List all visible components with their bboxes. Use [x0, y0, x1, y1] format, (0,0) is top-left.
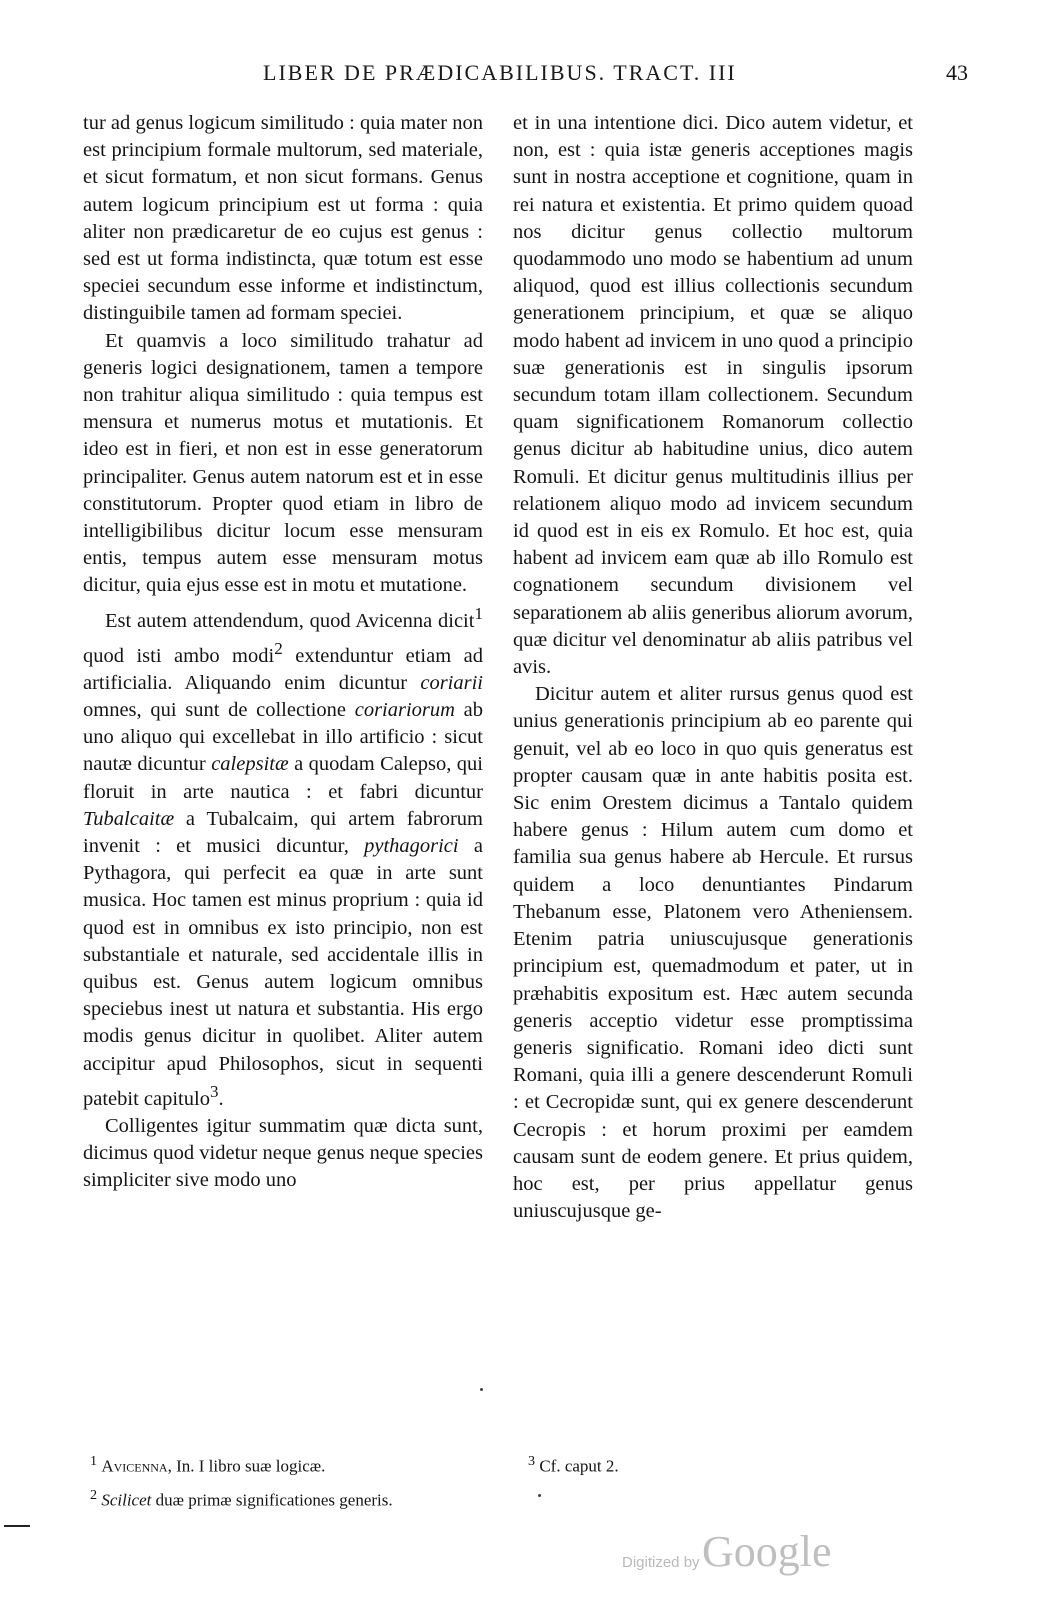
footnote-text: Cf. caput 2. — [539, 1456, 619, 1476]
ink-dot — [538, 1494, 541, 1497]
text-run: a quodam Calepso, qui floruit in arte nautica : et fabri dicuntur — [83, 753, 483, 803]
text-run: a Pythagora, qui perfecit ea quæ in arte sunt musica. Hoc tamen est minus proprium : quia id quod est in omnibus ex isto principio, non est substantiale et naturale, sed accidentale illis in quibus est. Genus autem logicum omnibus speciebus inest ut natura et substantia. His ergo modis genus dicitur in quolibet. Aliter autem accipitur apud Philosophos, sicut in sequenti patebit capitulo — [83, 834, 483, 1110]
footnotes-right — [528, 1447, 828, 1481]
footnote-author: Avicenna — [101, 1456, 168, 1476]
text-run: ab uno aliquo qui excellebat in illo artificio : sicut nautæ dicuntur — [83, 698, 483, 776]
footnotes-left — [90, 1447, 510, 1514]
footnote-text: duæ primæ significationes generis. — [151, 1490, 393, 1510]
paragraph: tur ad genus logicum similitudo : quia mater non est principium formale multorum, sed materiale, et sicut formatum, et non sicut formans. Genus autem logicum principium est ut forma : quia aliter non prædicaretur de eo cujus est genus : sed est ut forma indistincta, quæ totum est esse speciei secundum esse informe et indistinctum, distinguibile tamen ad formam speciei. — [83, 112, 483, 325]
text-run: Est autem attendendum, quod Avicenna dicit — [105, 609, 475, 632]
footnote-italic: Scilicet — [101, 1490, 152, 1510]
text-run: quod isti ambo modi — [83, 644, 275, 667]
italic-term: Tubalcaitæ — [83, 807, 175, 830]
italic-term: pythagorici — [364, 834, 459, 857]
page-number: 43 — [946, 60, 968, 85]
italic-term: coriariorum — [354, 698, 455, 721]
running-title: LIBER DE PRÆDICABILIBUS. TRACT. III — [263, 60, 737, 85]
margin-mark — [4, 1525, 30, 1527]
ink-dot — [480, 1388, 483, 1391]
left-text-column — [83, 110, 483, 1194]
footnote-ref[interactable]: 2 — [274, 638, 283, 658]
footnote-text: , In. I libro suæ logicæ. — [167, 1456, 326, 1476]
paragraph: et in una intentione dici. Dico autem videtur, et non, est : quia istæ generis acceptiones magis sunt in nostra acceptione et cognitione, quam in rei natura et existentia. Et primo quidem quoad nos dicitur genus collectio multorum quodammodo uno modo se habentium ad unum aliquod, quod est illius collectionis secundum generationem principium, et quæ se aliquo modo habent ad invicem in uno quod a principio suæ generationis est in singulis ipsorum secundum totam illam collectionem. Secundum quam significationem Romanorum collectio genus dicitur ab habitudine unius, dico autem Romuli. Et dicitur genus multitudinis illius per relationem aliquo modo ad invicem secundum id quod est in eis ex Romulo. Et hoc est, quia habent ad invicem eam quæ ab illo Romulo est cognationem secundum divisionem vel separationem ab aliis generibus aliorum avorum, quæ dicitur vel denominatur ab aliis patribus vel avis. — [513, 112, 913, 679]
watermark-logo-text: Google — [702, 1527, 832, 1576]
footnote-ref[interactable]: 1 — [474, 603, 483, 623]
paragraph: Colligentes igitur summatim quæ dicta sunt, dicimus quod videtur neque genus neque species simpliciter sive modo uno — [83, 1114, 483, 1192]
footnote-mark: 1 — [90, 1453, 98, 1469]
italic-term: calepsitæ — [211, 753, 289, 776]
footnote-ref[interactable]: 3 — [209, 1081, 219, 1101]
footnote-1 — [90, 1447, 510, 1481]
text-run: a Tubalcaim, qui artem fabrorum invenit : et musici dicuntur, — [83, 807, 483, 857]
paragraph: Dicitur autem et aliter rursus genus quod est unius generationis principium ab eo parente qui genuit, vel ab eo loco in quo quis generatus est propter causam quæ in ante habitis posita est. Sic enim Orestem dicimus a Tantalo quidem habere genus : Hilum autem cum domo et familia sua genus habere ab Hercule. Et rursus quidem a loco denuntiantes Pindarum Thebanum esse, Platonem vero Atheniensem. Etenim patria uniuscujusque generationis principium est, quemadmodum et pater, ut in præhabitis expositum est. Hæc autem secunda generis acceptio videtur esse promptissima generis significatio. Romani ideo dicti sunt Romani, quia illi a genere descenderunt Romuli : et Cecropidæ sunt, qui ex genere descenderunt Cecropis : et horum proximi per eamdem causam sunt de eodem genere. Et prius quidem, hoc est, per prius appellatur genus uniuscujusque ge- — [513, 683, 913, 1223]
footnote-mark: 2 — [90, 1486, 98, 1503]
footnote-mark: 3 — [528, 1453, 536, 1469]
paragraph: Et quamvis a loco similitudo trahatur ad generis logici designationem, tamen a tempore non trahitur aliqua similitudo : quia tempus est mensura et numerus motus et mutationis. Et ideo est in fieri, et non est in esse generatorum principaliter. Genus autem natorum est et in esse constitutorum. Propter quod etiam in libro de intelligibilibus dicitur locum esse mensuram entis, tempus autem esse mensuram motus dicitur, quia ejus esse est in motu et mutatione. — [83, 329, 483, 597]
right-text-column — [513, 110, 913, 1225]
footnote-3 — [528, 1447, 828, 1481]
text-run: omnes, qui sunt de collectione — [83, 698, 355, 721]
text-run: extenduntur etiam ad artificialia. Aliquando enim dicuntur — [83, 644, 483, 694]
paragraph — [83, 600, 483, 1113]
watermark-small-text: Digitized by — [622, 1554, 700, 1571]
italic-term: coriarii — [420, 671, 483, 694]
footnote-2 — [90, 1481, 510, 1515]
text-run: . — [218, 1087, 224, 1110]
